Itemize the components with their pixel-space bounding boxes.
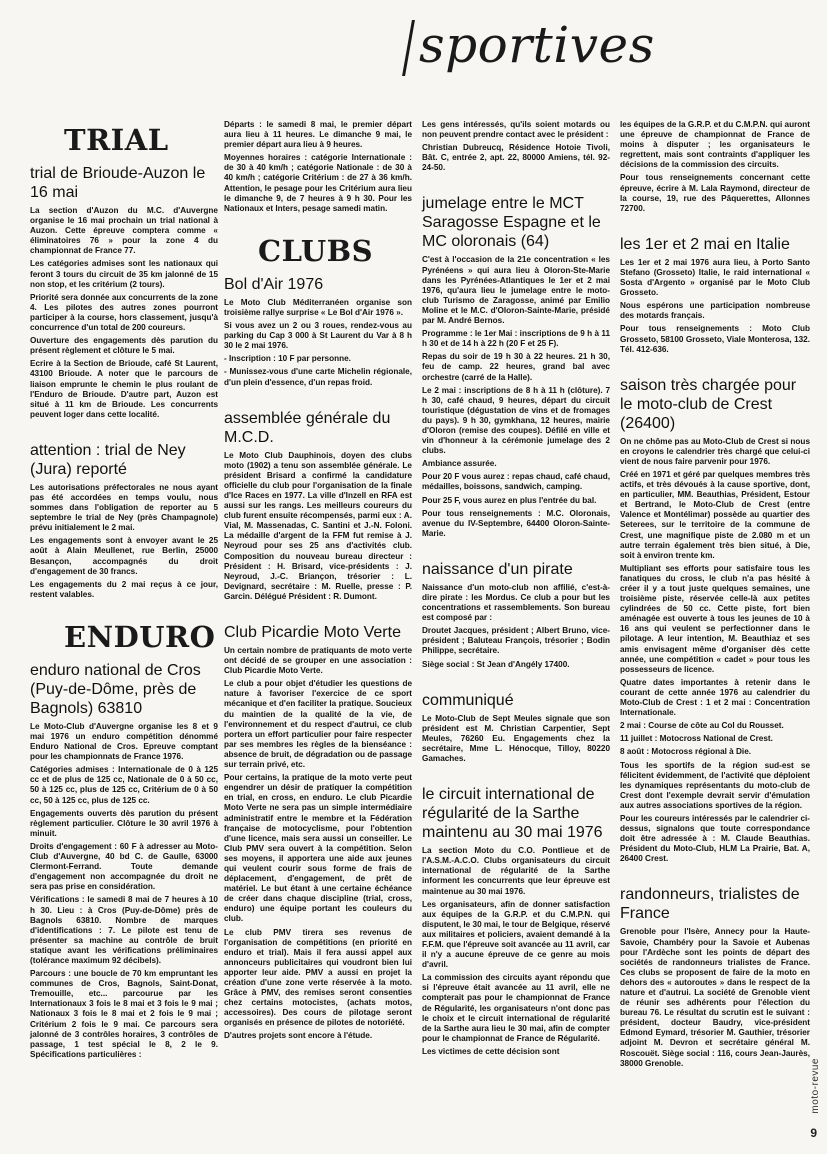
- article-paragraph: Les gens intéressés, qu'ils soient motards ou non peuvent prendre contact avec le président :: [422, 120, 610, 140]
- article-paragraph: Le Moto-Club d'Auvergne organise les 8 et 9 mai 1976 un enduro compétition dénommé Enduro National de Cros. Epreuve comptant pour les championnats de France 1976.: [30, 721, 218, 762]
- article-headline: saison très chargée pour le moto-club de Crest (26400): [620, 376, 797, 432]
- article-paragraph: Christian Dubreucq, Résidence Hotoie Tivoli, Bât. C, entrée 2, apt. 22, 80000 Amiens, tél. 92-24-50.: [422, 143, 610, 173]
- magazine-name: moto-revue: [810, 1058, 821, 1114]
- article-paragraph: Le club a pour objet d'étudier les questions de nature à favoriser l'exercice de ce sport mécanique et d'en faciliter la pratique. Soucieux du maintien de la qualité de la vie, de l'environnement et du respect d'autrui, ce club portera un effort particulier pour faire respecter par ses membres les règles de la bienséance : absence de bruit, de dégradation ou de passage sur terrain privé, etc.: [224, 679, 412, 770]
- article-headline: communiqué: [422, 691, 514, 709]
- article-headline: jumelage entre le MCT Saragosse Espagne et le MC oloronais (64): [422, 195, 601, 251]
- article-paragraph: Les engagements sont à envoyer avant le 25 août à Alain Meullenet, rue Berlin, 25000 Besançon, accompagnés du droit d'engagement de 30 francs.: [30, 536, 218, 576]
- article-paragraph: Naissance d'un moto-club non affilié, c'est-à-dire pirate : les Mordus. Ce club a pour but les concentrations et rassemblements. Son bureau est composé par :: [422, 582, 610, 623]
- page-number: 9: [810, 1126, 817, 1140]
- article-paragraph: - Munissez-vous d'une carte Michelin régionale, d'un plein d'essence, d'un repas froid.: [224, 367, 412, 387]
- spacer: [620, 217, 810, 231]
- article-paragraph: Droits d'engagement : 60 F à adresser au Moto-Club d'Auvergne, 40 bd C. de Gaulle, 63000 Clermont-Ferrand. Toute demande d'engagement non accompagnée du droit ne sera pas prise en considération.: [30, 841, 218, 892]
- article-paragraph: Si vous avez un 2 ou 3 roues, rendez-vous au parking du Cap 3 000 à St Laurent du Var à 8 h 30 le 2 mai 1976.: [224, 321, 412, 351]
- article-paragraph: Tous les sportifs de la région sud-est se félicitent évidemment, de l'activité que déploient les dynamiques représentants du moto-club de Crest dont l'exemple devrait servir d'émulation aux autres associations sportives de la région.: [620, 760, 810, 810]
- article-paragraph: Les victimes de cette décision sont: [422, 1046, 560, 1056]
- article-headline: naissance d'un pirate: [422, 560, 573, 578]
- article-paragraph: Le Moto-Club de Sept Meules signale que son président est M. Christian Carpentier, Sept Meules, 76260 Eu. Engagements chez la secrétaire, Mme L. Hénocque, Tilloy, 80220 Gamaches.: [422, 713, 610, 764]
- article-paragraph: Le club PMV tirera ses revenus de l'organisation de compétitions (en priorité en enduro et trial). Mais il fera aussi appel aux annonceurs publicitaires qui voudront bien lui apporter leur aide. PMV a aussi en projet la création d'une zone verte réservée à la moto. Grâce à PMV, des remises seront consenties chez certains motocistes, (achats motos, accessoires). Des cours de pilotage seront organisés en présence de pilotes de notoriété.: [224, 927, 412, 1028]
- article-paragraph: La section Moto du C.O. Pontlieue et de l'A.S.M.-A.C.O. Clubs organisateurs du circuit international de régularité de la Sarthe informent les concurrents que leur épreuve est maintenue au 30 mai 1976.: [422, 846, 610, 896]
- article-headline: randonneurs, trialistes de France: [620, 886, 800, 923]
- column-4: [620, 120, 810, 1072]
- spacer: [620, 358, 810, 372]
- article-paragraph: D'autres projets sont encore à l'étude.: [224, 1031, 373, 1041]
- article-paragraph: Les catégories admises sont les nationaux qui feront 3 tours du circuit de 35 km jalonné de 15 non stop, et les critérium (2 tours).: [30, 259, 218, 289]
- article-paragraph: La commission des circuits ayant répondu que si l'épreuve était avancée au 11 avril, elle ne compterait pas pour le championnat de France de Régularité, les organisateurs n'ont donc pas le choix et le circuit international de régularité de la Sarthe aura lieu le 30 mai, afin de compter pour le championnat de France de Régularité.: [422, 973, 610, 1043]
- spacer: [422, 767, 610, 781]
- spacer: [422, 542, 610, 556]
- article-headline: trial de Brioude-Auzon le 16 mai: [30, 165, 206, 201]
- spacer: [422, 673, 610, 687]
- article-paragraph: Pour tous renseignements concernant cette épreuve, écrire à M. Lala Raymond, directeur de la course, 19, rue des Pâquerettes, Allonnes 72700.: [620, 173, 810, 213]
- article-paragraph: Créé en 1971 et géré par quelques membres très actifs, et très dévoués à la cause sportive, dont, en particulier, MM. Beauthias, Président, Estour et Bertrand, le Moto-Club de Crest (entre Valence et Montélimar) possède au quartier des Seterees, sur le territoire de la commune de Crest, une magnifique piste de 2.080 m et un autre terrain également très bien situé, à Die, soit à environ trente km.: [620, 469, 810, 560]
- article-paragraph: Pour 20 F vous aurez : repas chaud, café chaud, médailles, boissons, sandwich, camping.: [422, 472, 610, 492]
- article-headline: le circuit international de régularité de la Sarthe maintenu au 30 mai 1976: [422, 786, 603, 842]
- article-paragraph: Grenoble pour l'Isère, Annecy pour la Haute-Savoie, Chambéry pour la Savoie et Aubenas pour l'Ardèche sont les points de départ des sociétés de randonneurs trialistes de France. Ces clubs se proposent de faire de la moto en dehors des « autoroutes » dans le respect de la nature et d'autrui. La société de Grenoble vient de réunir ses adhérents pour l'élection du bureau 76. Le résultat du scrutin est le suivant : président, docteur Baudry, vice-président Edmond Eymard, trésorier M. Gauthier, trésorier adjoint M. Devron et secrétaire général M. Roscouët. Siège social : 116, cours Jean-Jaurès, 38000 Grenoble.: [620, 927, 810, 1068]
- article-paragraph: Droutet Jacques, président ; Albert Bruno, vice-président ; Baluteau François, trésorier ; Bodin Philippe, secrétaire.: [422, 626, 610, 656]
- masthead-bar: [402, 20, 415, 76]
- article-paragraph: Parcours : une boucle de 70 km empruntant les communes de Cros, Bagnols, Saint-Donat, Tremouille, etc... parcourue par les Internationaux 3 fois le 8 mai et 3 fois le 9 mai ; Nationaux 3 fois le 8 mai et 2 fois le 9 mai ; Critérium 2 fois le 9 mai. Ce parcours sera jalonné de 3 contrôles horaires, 3 contrôles de passage, 1 test spécial le 8, 2 le 9. Spécifications particulières :: [30, 969, 218, 1059]
- article-paragraph: 11 juillet : Motocross National de Crest.: [620, 734, 773, 744]
- article-paragraph: Nous espérons une participation nombreuse des motards français.: [620, 301, 810, 321]
- article-paragraph: C'est à l'occasion de la 21e concentration « les Pyrénéens » qui aura lieu à Oloron-Ste-Marie dans les Pyrénées-Atlantiques le 1er et 2 mai 1976, qu'aura lieu le jumelage entre le moto-club Turismo de Zaragosse, animé par Emilio Moline et le M.C. d'Oloron-Sainte-Marie, présidé par M. André Bernos.: [422, 255, 610, 326]
- article-headline: les 1er et 2 mai en Italie: [620, 235, 790, 253]
- article-paragraph: Le 2 mai : inscriptions de 8 h à 11 h (clôture). 7 h 30, café chaud, 9 heures, départ du circuit touristique (dégustation de vins et de fromages du pays). 9 h 30, gymkhana, 12 heures, mairie d'Oloron (remise des coupes). Défilé en ville et vin d'honneur à la cérémonie jumelage des 2 clubs.: [422, 385, 610, 456]
- article-headline: attention : trial de Ney (Jura) reporté: [30, 441, 186, 478]
- article-paragraph: Les organisateurs, afin de donner satisfaction aux équipes de la G.R.P. et du C.M.P.N. qui disputent, le 30 mai, le tour de Belgique, réservé aux militaires et policiers, avaient demandé à la F.F.M. que l'épreuve soit avancée au 11 avril, car il n'y a aucune épreuve de ce genre au mois d'avril.: [422, 899, 610, 970]
- article-paragraph: Siège social : St Jean d'Angély 17400.: [422, 659, 570, 669]
- article-paragraph: les équipes de la G.R.P. et du C.M.P.N. qui auront une épreuve de championnat de France de moins à disputer ; les organisateurs le regrettent, mais sont contraints d'appliquer les décisions de la commission des circuits.: [620, 120, 810, 170]
- article-paragraph: Catégories admises : Internationale de 0 à 125 cc et de plus de 125 cc, Nationale de 0 à 50 cc, 50 à 125 cc, plus de 125 cc, Critérium de 0 à 50 cc, 50 à 125 cc, plus de 125 cc.: [30, 765, 218, 805]
- article-headline: Bol d'Air 1976: [224, 275, 324, 293]
- spacer: [422, 176, 610, 190]
- spacer: [620, 867, 810, 881]
- article-paragraph: Pour 25 F, vous aurez en plus l'entrée du bal.: [422, 495, 597, 505]
- section-heading: TRIAL: [64, 123, 169, 157]
- article-paragraph: On ne chôme pas au Moto-Club de Crest si nous en croyons le calendrier très chargé que celui-ci vient de nous faire parvenir pour 1976.: [620, 436, 810, 466]
- article-paragraph: Moyennes horaires : catégorie Internationale : de 30 à 40 km/h ; catégorie Nationale : de 30 à 40 km/h ; catégorie Critérium : de 27 à 36 km/h. Attention, le pesage pour les Critérium aura lieu le dimanche 9, de 7 heures à 9 h 30. Pour les Nationaux et Inters, pesage samedi matin.: [224, 153, 412, 213]
- spacer: [224, 391, 412, 405]
- column-2: [224, 120, 412, 1045]
- article-paragraph: Ecrire à la Section de Brioude, café St Laurent, 43100 Brioude. A noter que le parcours de liaison emprunte le chemin le plus roulant de l'Enduro de Brioude. D'autre part, Auzon est situé à 11 km de Brioude. Les concurrents peuvent loger dans cette localité.: [30, 359, 218, 419]
- article-paragraph: - Inscription : 10 F par personne.: [224, 354, 351, 364]
- spacer: [224, 605, 412, 619]
- article-paragraph: Le Moto Club Méditerranéen organise son troisième rallye surprise « Le Bol d'Air 1976 ».: [224, 297, 412, 317]
- masthead: [395, 14, 815, 76]
- spacer: [224, 217, 412, 231]
- article-paragraph: Le Moto Club Dauphinois, doyen des clubs moto (1902) a tenu son assemblée générale. Le président Brisard a confirmé la candidature officielle du club pour l'organisation de la finale d'Ice Races en 1977. La ville d'Inzell en RFA est aussi sur les rangs. Les meilleurs coureurs du club furent ensuite récompensés, parmi eux : A. Vial, M. Massenadas, C. Santini et J.-N. Foloni. La médaille d'argent de la FFM fut remise à J. Neyroud pour ses 25 ans d'activités club. Composition du nouveau bureau directeur : Président : H. Brisard, vice-présidents : J. Neyroud, J.-C. Briançon, trésorier : L. Devignard, secrétaire : M. Ruelle, presse : P. Garcin. Délégué Président : R. Dumont.: [224, 450, 412, 601]
- article-paragraph: Priorité sera donnée aux concurrents de la zone 4. Les pilotes des autres zones pourront participer à la course, hors classement, jusqu'à concurrence d'un total de 200 coureurs.: [30, 292, 218, 333]
- article-paragraph: Multipliant ses efforts pour satisfaire tous les fanatiques du cross, le club n'a pas hésité à créer il y a tout juste quelques semaines, une troisième piste, réservée celle-là aux petites cylindrées de 50 cc. Cette piste, fort bien aménagée est ouverte à tous les jeunes de 10 à 16 ans qui veulent se perfectionner dans le pilotage. A leur intention, M. Beauthiaz et ses amis envisagent même d'organiser dès cette année, une compétition « cadet » pour tous les possesseurs de licence.: [620, 563, 810, 674]
- column-3: [422, 120, 610, 1060]
- article-paragraph: 2 mai : Course de côte au Col du Rousset.: [620, 721, 784, 731]
- masthead-title: sportives: [419, 16, 655, 74]
- article-paragraph: Les autorisations préfectorales ne nous ayant pas été accordées en temps voulu, nous sommes dans l'obligation de reporter au 5 septembre le trial de Ney (près Champagnole) prévu initialement le 2 mai.: [30, 482, 218, 533]
- spacer: [30, 603, 218, 617]
- article-paragraph: Pour les coureurs intéressés par le calendrier ci-dessus, signalons que toute correspondance doit être adressée à : M. Claude Beauthias. Président du Moto-Club, HLM La Prairie, Bat. A, 26400 Crest.: [620, 813, 810, 864]
- article-paragraph: Vérifications : le samedi 8 mai de 7 heures à 10 h 30. Lieu : à Cros (Puy-de-Dôme) près de Bagnols 63810. Nombre de marques d'identifications : 7. Le pilote est tenu de présenter sa machine au contrôle de bruit statique avant les vérifications préliminaires (tolérance maximum 92 décibels).: [30, 895, 218, 965]
- article-paragraph: Repas du soir de 19 h 30 à 22 heures. 21 h 30, feu de camp. 22 heures, grand bal avec orchestre (carré de la Halle).: [422, 352, 610, 382]
- column-1: [30, 120, 218, 1063]
- article-headline: assemblée générale du M.C.D.: [224, 409, 391, 446]
- spacer: [30, 423, 218, 437]
- article-headline: enduro national de Cros (Puy-de-Dôme, près de Bagnols) 63810: [30, 661, 201, 717]
- article-paragraph: Un certain nombre de pratiquants de moto verte ont décidé de se grouper en une association : Club Picardie Moto Verte.: [224, 646, 412, 676]
- article-paragraph: Programme : le 1er Mai : inscriptions de 9 h à 11 h 30 et de 14 h à 22 h (20 F et 25 F).: [422, 329, 610, 349]
- article-headline: Club Picardie Moto Verte: [224, 624, 401, 641]
- article-paragraph: Pour certains, la pratique de la moto verte peut engendrer un désir de pratiquer la compétition en trial, en cross, en enduro. Le club Picardie Moto Verte ne sera pas un simple intermédiaire administratif entre le membre et la Fédération française de motocyclisme, pour l'obtention d'une licence, mais sera aussi un conseiller. Le Club PMV sera ouvert à la compétition. Selon ses moyens, il apportera une aide aux jeunes qui veulent courir sous forme de frais de déplacement, d'engagement, de prêt de matériel. Le but étant à une certaine échéance de créer dans chaque discipline (trial, cross, enduro) une équipe portant les couleurs du club.: [224, 773, 412, 924]
- article-paragraph: Engagements ouverts dès parution du présent règlement particulier. Clôture le 30 avril 1976 à minuit.: [30, 808, 218, 838]
- article-paragraph: Quatre dates importantes à retenir dans le courant de cette année 1976 au calendrier du Moto-Club de Crest : 1 et 2 mai : Concentration Internationale.: [620, 677, 810, 718]
- article-paragraph: Pour tous renseignements : Moto Club Grosseto, 58100 Grosseto, Viale Monterosa, 132. Tél. 412-636.: [620, 324, 810, 354]
- article-paragraph: Les 1er et 2 mai 1976 aura lieu, à Porto Santo Stefano (Grosseto) Italie, le raid international « Sosta d'Argento » organisé par le Moto Club Grosseto.: [620, 257, 810, 298]
- article-paragraph: Départs : le samedi 8 mai, le premier départ aura lieu à 11 heures. Le dimanche 9 mai, le premier départ aura lieu à 9 heures.: [224, 120, 412, 150]
- article-paragraph: Pour tous renseignements : M.C. Oloronais, avenue du IV-Septembre, 64400 Oloron-Sainte-Marie.: [422, 508, 610, 538]
- article-paragraph: La section d'Auzon du M.C. d'Auvergne organise le 16 mai prochain un trial national à Auzon. Cette épreuve comptera comme « éliminatoires 76 » pour la zone 4 du championnat de France 77.: [30, 206, 218, 256]
- article-paragraph: 8 août : Motocross régional à Die.: [620, 747, 752, 757]
- article-paragraph: Ouverture des engagements dès parution du présent règlement et clôture le 5 mai.: [30, 336, 218, 356]
- article-paragraph: Ambiance assurée.: [422, 459, 497, 469]
- section-heading: CLUBS: [258, 233, 374, 268]
- section-heading: ENDURO: [64, 619, 216, 654]
- article-paragraph: Les engagements du 2 mai reçus à ce jour, restent valables.: [30, 579, 218, 599]
